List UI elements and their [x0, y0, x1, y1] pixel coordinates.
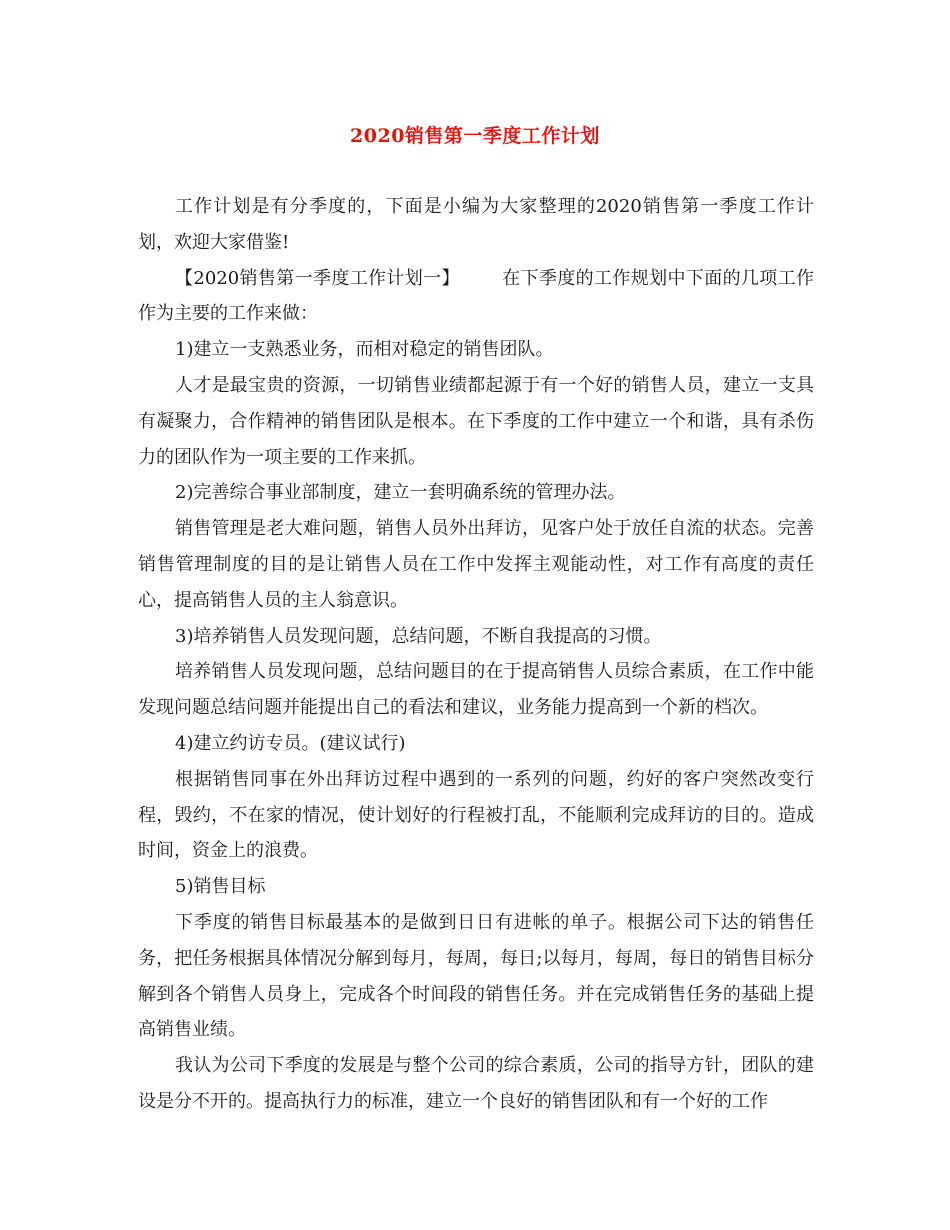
section-heading: 【2020销售第一季度工作计划一】 — [175, 267, 460, 289]
section-lead-text: 在下季度的工作规划中下面的几项工作作为主要的工作来做： — [138, 267, 815, 325]
item-body-3: 培养销售人员发现问题，总结问题目的在于提高销售人员综合素质，在工作中能发现问题总结问题并能提出自己的看法和建议，业务能力提高到一个新的档次。 — [138, 661, 814, 719]
item-heading-3: 3)培养销售人员发现问题，总结问题，不断自我提高的习惯。 — [175, 625, 662, 647]
intro-paragraph: 工作计划是有分季度的，下面是小编为大家整理的2020销售第一季度工作计划，欢迎大家借鉴! — [138, 196, 814, 253]
item-heading-2: 2)完善综合事业部制度，建立一套明确系统的管理办法。 — [175, 482, 626, 504]
document-body — [138, 189, 814, 1120]
item-body-5: 下季度的销售目标最基本的是做到日日有进帐的单子。根据公司下达的销售任务，把任务根据具体情况分解到每月，每周，每日;以每月，每周，每日的销售目标分解到各个销售人员身上，完成各个时间段的销售任务。并在完成销售任务的基础上提高销售业绩。 — [138, 911, 814, 1041]
closing-paragraph: 我认为公司下季度的发展是与整个公司的综合素质，公司的指导方针，团队的建设是分不开的。提高执行力的标准，建立一个良好的销售团队和有一个好的工作 — [138, 1055, 814, 1112]
item-heading-4: 4)建立约访专员。(建议试行) — [175, 732, 406, 754]
document-title: 2020销售第一季度工作计划 — [350, 125, 600, 147]
item-body-4: 根据销售同事在外出拜访过程中遇到的一系列的问题，约好的客户突然改变行程，毁约，不在家的情况，使计划好的行程被打乱，不能顺利完成拜访的目的。造成时间，资金上的浪费。 — [138, 768, 814, 862]
item-heading-5: 5)销售目标 — [175, 876, 266, 898]
section-paragraph — [138, 261, 814, 333]
item-body-2: 销售管理是老大难问题，销售人员外出拜访，见客户处于放任自流的状态。完善销售管理制度的目的是让销售人员在工作中发挥主观能动性，对工作有高度的责任心，提高销售人员的主人翁意识。 — [138, 518, 814, 611]
item-heading-1: 1)建立一支熟悉业务，而相对稳定的销售团队。 — [175, 339, 554, 361]
item-body-1: 人才是最宝贵的资源，一切销售业绩都起源于有一个好的销售人员，建立一支具有凝聚力，合作精神的销售团队是根本。在下季度的工作中建立一个和谐，具有杀伤力的团队作为一项主要的工作来抓。 — [138, 374, 814, 468]
